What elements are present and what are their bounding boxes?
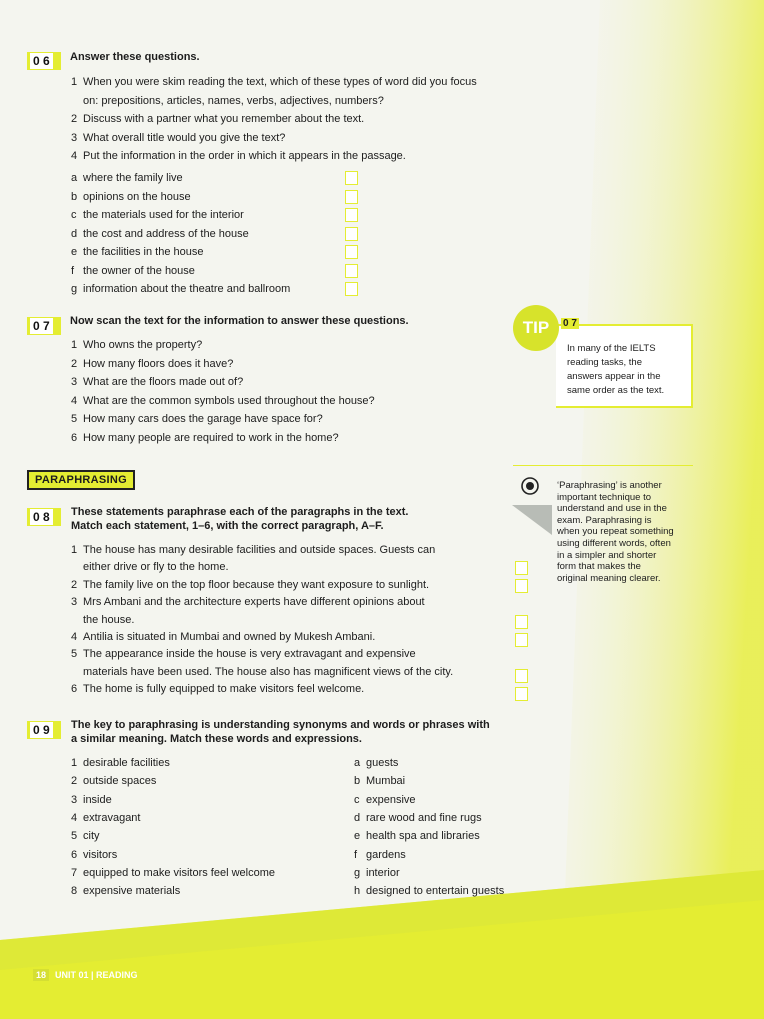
matching-left-item: [71, 793, 112, 807]
item-text: designed to entertain guests: [366, 885, 505, 898]
option-item: [71, 245, 203, 259]
item-text: either drive or fly to the home.: [83, 561, 229, 574]
item-text: interior: [366, 866, 400, 879]
item-number: 1: [71, 76, 78, 88]
item-number: g: [71, 283, 78, 295]
item-text: expensive: [366, 793, 416, 806]
option-item: [71, 282, 290, 296]
item-text: expensive materials: [83, 885, 181, 898]
side-note-line: important technique to: [557, 491, 652, 503]
matching-right-item: [354, 829, 480, 843]
tip-line: answers appear in the: [567, 371, 661, 382]
side-note-line: ‘Paraphrasing’ is another: [557, 480, 662, 491]
side-note-line: form that makes the: [557, 561, 641, 573]
section-label: PARAPHRASING: [27, 470, 135, 490]
question-number-badge: 0 9: [27, 721, 61, 739]
item-number: d: [71, 227, 78, 240]
matching-left-item: [71, 829, 100, 843]
item-text: When you were skim reading the text, which of these types of word did you focus: [83, 76, 477, 88]
item-number: 3: [71, 596, 78, 609]
item-text: How many floors does it have?: [83, 357, 234, 370]
statement-item: [71, 578, 429, 592]
item-number: b: [354, 775, 361, 788]
item-text: equipped to make visitors feel welcome: [83, 866, 275, 879]
question-item: [71, 412, 323, 426]
item-number: 1: [71, 757, 78, 769]
item-number: 8: [71, 885, 78, 898]
statement-item: [71, 560, 229, 574]
statement-item: [71, 595, 425, 609]
item-text: The appearance inside the house is very extravagant and expensive: [83, 648, 416, 661]
answer-box[interactable]: [345, 171, 358, 185]
answer-box[interactable]: [515, 687, 528, 701]
item-text: What are the common symbols used throughout the house?: [83, 394, 375, 407]
question-item: [71, 431, 339, 445]
item-text: What overall title would you give the text?: [83, 131, 286, 144]
unit-label: UNIT 01 | READING: [55, 970, 138, 980]
item-text: opinions on the house: [83, 190, 191, 203]
answer-box[interactable]: [515, 669, 528, 683]
item-number: g: [354, 866, 361, 879]
item-text: inside: [83, 793, 112, 806]
item-number: 1: [71, 544, 78, 556]
page-footer: [33, 970, 138, 980]
tip-line: reading tasks, the: [567, 357, 642, 368]
item-number: 5: [71, 648, 78, 661]
item-text: Discuss with a partner what you remember about the text.: [83, 113, 365, 125]
item-text: where the family live: [83, 172, 183, 184]
item-text: gardens: [366, 848, 406, 861]
question-number-badge: 0 7: [27, 317, 61, 335]
item-text: The house has many desirable facilities and outside spaces. Guests can: [83, 544, 436, 556]
item-text: How many people are required to work in the home?: [83, 431, 339, 444]
statement-item: [71, 647, 416, 661]
answer-box[interactable]: [515, 633, 528, 647]
answer-box[interactable]: [515, 615, 528, 629]
option-item: [71, 171, 183, 185]
matching-left-item: [71, 811, 140, 825]
item-text: materials have been used. The house also has magnificent views of the city.: [83, 665, 454, 678]
statement-item: [71, 682, 364, 696]
item-text: extravagant: [83, 811, 141, 824]
item-text: information about the theatre and ballroom: [83, 283, 291, 295]
answer-box[interactable]: [345, 190, 358, 204]
answer-box[interactable]: [515, 579, 528, 593]
item-text: Who owns the property?: [83, 339, 203, 351]
matching-right-item: [354, 756, 398, 770]
question-heading: Now scan the text for the information to answer these questions.: [70, 315, 409, 327]
item-text: desirable facilities: [83, 757, 170, 769]
side-note-line: original meaning clearer.: [557, 572, 661, 584]
item-number: 2: [71, 113, 78, 125]
item-number: 3: [71, 131, 78, 144]
item-number: b: [71, 190, 78, 203]
matching-right-item: [354, 884, 504, 898]
item-text: the cost and address of the house: [83, 227, 249, 240]
question-item: [71, 375, 243, 389]
question-item: [71, 75, 477, 89]
page-number: 18: [33, 969, 49, 981]
answer-box[interactable]: [345, 208, 358, 222]
item-number: h: [354, 885, 361, 898]
item-number: e: [71, 246, 78, 258]
matching-right-item: [354, 774, 405, 788]
matching-right-item: [354, 848, 406, 862]
question-item: [71, 394, 375, 408]
question-item: [71, 94, 384, 108]
matching-right-item: [354, 866, 400, 880]
tip-line: In many of the IELTS: [567, 343, 656, 354]
tip-question-ref: 0 7: [563, 318, 577, 329]
item-text: the materials used for the interior: [83, 209, 244, 221]
question-item: [71, 338, 202, 352]
item-text: Put the information in the order in which it appears in the passage.: [83, 150, 406, 162]
matching-right-item: [354, 811, 482, 825]
matching-right-item: [354, 793, 416, 807]
item-number: 4: [71, 150, 78, 162]
item-text: The family live on the top floor because they want exposure to sunlight.: [83, 578, 430, 591]
item-text: the facilities in the house: [83, 246, 204, 258]
question-item: [71, 149, 406, 163]
question-item: [71, 131, 285, 145]
item-number: f: [354, 848, 358, 861]
side-note-line: understand and use in the: [557, 503, 667, 515]
item-text: How many cars does the garage have space for?: [83, 413, 323, 425]
question-item: [71, 357, 233, 371]
side-note-line: exam. Paraphrasing is: [557, 514, 652, 526]
answer-box[interactable]: [515, 561, 528, 575]
item-number: 3: [71, 376, 78, 388]
tip-line: same order as the text.: [567, 385, 665, 396]
item-number: 2: [71, 775, 78, 788]
item-number: d: [354, 811, 361, 824]
item-text: visitors: [83, 848, 118, 861]
item-text: Mrs Ambani and the architecture experts have different opinions about: [83, 596, 425, 609]
answer-box[interactable]: [345, 245, 358, 259]
item-number: 1: [71, 339, 78, 351]
item-number: e: [354, 830, 361, 843]
statement-item: [71, 543, 435, 557]
item-number: 2: [71, 578, 78, 591]
answer-box[interactable]: [345, 227, 358, 241]
item-text: Mumbai: [366, 775, 406, 788]
item-number: 6: [71, 848, 78, 861]
question-heading-line: The key to paraphrasing is understanding synonyms and words or phrases with: [71, 719, 490, 731]
option-item: [71, 264, 195, 278]
item-text: Antilia is situated in Mumbai and owned by Mukesh Ambani.: [83, 631, 376, 643]
answer-box[interactable]: [345, 282, 358, 296]
item-number: 3: [71, 793, 78, 806]
matching-left-item: [71, 884, 180, 898]
item-text: on: prepositions, articles, names, verbs, adjectives, numbers?: [83, 94, 384, 107]
option-item: [71, 227, 249, 241]
question-heading-line: Match each statement, 1–6, with the correct paragraph, A–F.: [71, 520, 384, 532]
statement-item: [71, 630, 375, 644]
side-note-line: when you repeat something: [557, 526, 674, 538]
question-heading-line: a similar meaning. Match these words and expressions.: [71, 733, 362, 745]
item-number: f: [71, 264, 75, 277]
question-heading-line: These statements paraphrase each of the paragraphs in the text.: [71, 506, 409, 518]
item-number: c: [354, 793, 360, 806]
item-number: 4: [71, 394, 78, 407]
question-heading: Answer these questions.: [70, 51, 200, 63]
item-text: the house.: [83, 613, 135, 626]
item-number: a: [354, 757, 361, 769]
item-number: 4: [71, 631, 78, 643]
matching-left-item: [71, 756, 170, 770]
option-item: [71, 208, 244, 222]
item-number: 5: [71, 413, 78, 425]
item-number: a: [71, 172, 78, 184]
question-item: [71, 112, 364, 126]
item-text: guests: [366, 757, 399, 769]
item-text: rare wood and fine rugs: [366, 811, 482, 824]
item-number: 4: [71, 811, 78, 824]
matching-left-item: [71, 866, 275, 880]
item-text: the owner of the house: [83, 264, 195, 277]
side-note-line: in a simpler and shorter: [557, 549, 657, 561]
item-number: 6: [71, 431, 78, 444]
item-number: 2: [71, 357, 78, 370]
item-text: health spa and libraries: [366, 830, 480, 843]
side-note-line: using different words, often: [557, 538, 671, 549]
matching-left-item: [71, 774, 156, 788]
item-number: 5: [71, 830, 78, 843]
item-number: 6: [71, 683, 78, 696]
item-text: outside spaces: [83, 775, 157, 788]
question-number-badge: 0 6: [27, 52, 61, 70]
matching-left-item: [71, 848, 117, 862]
question-number-badge: 0 8: [27, 508, 61, 526]
statement-item: [71, 665, 453, 679]
tip-badge: TIP: [513, 305, 559, 351]
option-item: [71, 190, 191, 204]
item-text: What are the floors made out of?: [83, 376, 244, 388]
answer-box[interactable]: [345, 264, 358, 278]
item-number: 7: [71, 866, 78, 879]
item-text: city: [83, 830, 100, 843]
item-number: c: [71, 209, 77, 221]
item-text: The home is fully equipped to make visitors feel welcome.: [83, 683, 365, 696]
statement-item: [71, 613, 134, 627]
